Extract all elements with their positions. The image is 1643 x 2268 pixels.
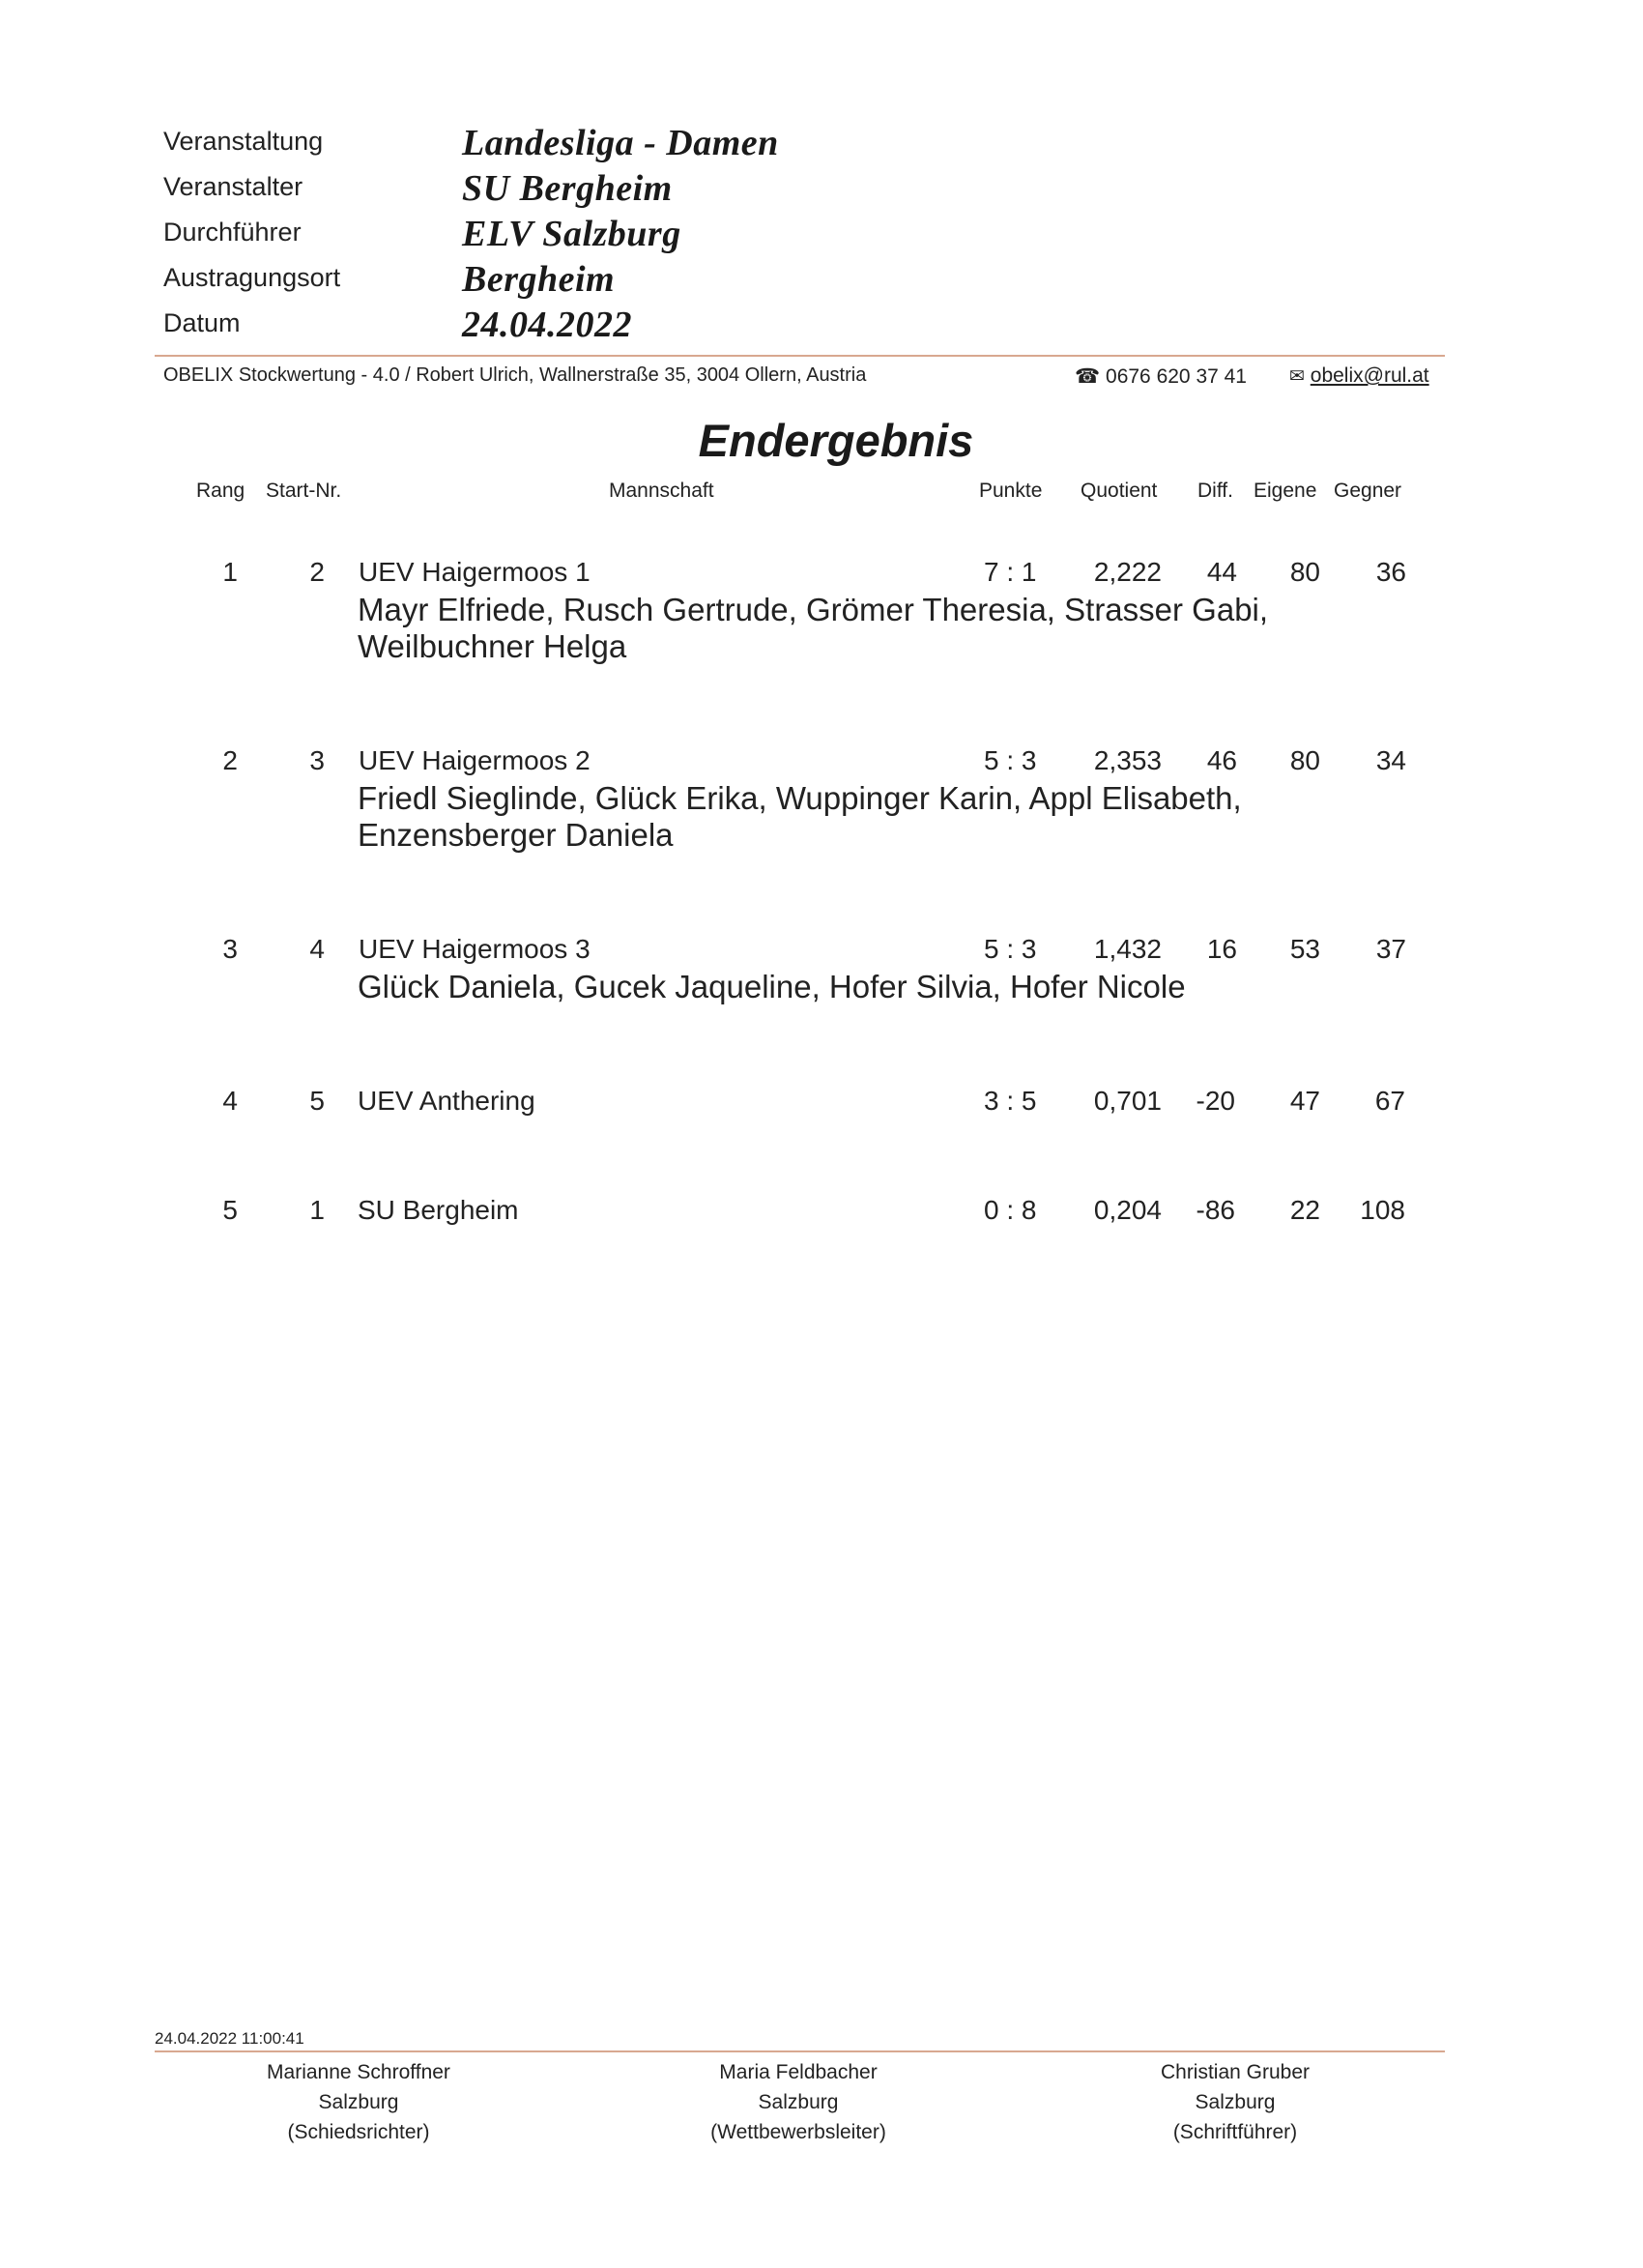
team-name: UEV Haigermoos 3: [359, 934, 591, 964]
meta-label-datum: Datum: [163, 308, 241, 337]
team-name: UEV Haigermoos 2: [359, 745, 591, 775]
meta-label-austragungsort: Austragungsort: [163, 263, 341, 292]
col-team: Mannschaft: [609, 480, 714, 502]
footer-divider: [155, 2050, 1445, 2052]
rang: 2: [222, 745, 238, 775]
eigene: 22: [1289, 1195, 1320, 1225]
eigene: 53: [1289, 934, 1320, 964]
meta-value-durchfuehrer: ELV Salzburg: [462, 214, 681, 254]
rang: 1: [222, 557, 238, 587]
eigene: 80: [1289, 557, 1320, 587]
rang: 5: [222, 1195, 238, 1225]
email-link[interactable]: obelix@rul.at: [1310, 364, 1429, 387]
start-nr: 4: [309, 934, 325, 964]
software-line: OBELIX Stockwertung - 4.0 / Robert Ulrich, Wallnerstraße 35, 3004 Ollern, Austria: [163, 364, 867, 386]
gegner: 67: [1374, 1086, 1405, 1116]
diff: -20: [1196, 1086, 1235, 1116]
col-gegner: Gegner: [1334, 480, 1402, 502]
header-divider: [155, 355, 1445, 357]
meta-value-veranstalter: SU Bergheim: [462, 168, 673, 209]
team-name: UEV Haigermoos 1: [359, 557, 591, 587]
phone-number: 0676 620 37 41: [1106, 365, 1247, 388]
meta-value-austragungsort: Bergheim: [462, 259, 616, 300]
signature-role: (Schiedsrichter): [287, 2121, 430, 2143]
team-name: SU Bergheim: [358, 1195, 519, 1225]
signature-name: Christian Gruber: [1160, 2061, 1311, 2083]
punkte: 3 : 5: [984, 1086, 1037, 1116]
diff: 44: [1206, 557, 1237, 587]
gegner: 108: [1360, 1195, 1405, 1225]
col-quotient: Quotient: [1081, 480, 1158, 502]
print-timestamp: 24.04.2022 11:00:41: [155, 2029, 304, 2048]
signature-name: Marianne Schroffner: [267, 2061, 450, 2083]
col-punkte: Punkte: [979, 480, 1043, 502]
signature-place: Salzburg: [318, 2091, 399, 2113]
signature-schiedsrichter: [185, 2057, 533, 2147]
meta-value-datum: 24.04.2022: [462, 305, 632, 345]
start-nr: 1: [309, 1195, 325, 1225]
player-line: Enzensberger Daniela: [358, 817, 674, 853]
player-line: Glück Daniela, Gucek Jaqueline, Hofer Silvia, Hofer Nicole: [358, 969, 1186, 1004]
gegner: 36: [1375, 557, 1406, 587]
punkte: 7 : 1: [984, 557, 1037, 587]
signature-name: Maria Feldbacher: [719, 2061, 878, 2083]
rang: 4: [222, 1086, 238, 1116]
email-contact[interactable]: [1289, 364, 1429, 388]
quotient: 2,222: [1093, 557, 1162, 587]
team-name: UEV Anthering: [358, 1086, 535, 1116]
start-nr: 5: [309, 1086, 325, 1116]
player-list: [358, 780, 1324, 854]
signature-schriftfuehrer: [1061, 2057, 1409, 2147]
col-eigene: Eigene: [1254, 480, 1317, 502]
punkte: 5 : 3: [984, 745, 1037, 775]
player-line: Friedl Sieglinde, Glück Erika, Wuppinger Karin, Appl Elisabeth,: [358, 780, 1242, 816]
quotient: 0,204: [1093, 1195, 1162, 1225]
signature-place: Salzburg: [758, 2091, 839, 2113]
signature-wettbewerbsleiter: [624, 2057, 972, 2147]
gegner: 37: [1375, 934, 1406, 964]
phone-contact: [1075, 364, 1247, 389]
meta-label-durchfuehrer: Durchführer: [163, 218, 302, 247]
eigene: 80: [1289, 745, 1320, 775]
eigene: 47: [1289, 1086, 1320, 1116]
signature-place: Salzburg: [1195, 2091, 1276, 2113]
meta-label-veranstaltung: Veranstaltung: [163, 127, 324, 156]
signature-role: (Schriftführer): [1172, 2121, 1298, 2143]
mail-icon: ✉: [1289, 366, 1305, 387]
col-diff: Diff.: [1197, 480, 1233, 502]
player-line: Mayr Elfriede, Rusch Gertrude, Grömer Theresia, Strasser Gabi,: [358, 592, 1269, 627]
player-line: Weilbuchner Helga: [358, 628, 627, 664]
signature-role: (Wettbewerbsleiter): [710, 2121, 886, 2143]
start-nr: 2: [309, 557, 325, 587]
meta-value-veranstaltung: Landesliga - Damen: [462, 123, 779, 163]
col-rang: Rang: [196, 480, 245, 502]
punkte: 0 : 8: [984, 1195, 1037, 1225]
rang: 3: [222, 934, 238, 964]
gegner: 34: [1375, 745, 1406, 775]
meta-label-veranstalter: Veranstalter: [163, 172, 303, 201]
punkte: 5 : 3: [984, 934, 1037, 964]
start-nr: 3: [309, 745, 325, 775]
page-title: Endergebnis: [698, 415, 974, 466]
diff: 16: [1206, 934, 1237, 964]
diff: -86: [1196, 1195, 1235, 1225]
diff: 46: [1206, 745, 1237, 775]
quotient: 1,432: [1093, 934, 1162, 964]
quotient: 2,353: [1093, 745, 1162, 775]
phone-icon: ☎: [1075, 365, 1101, 388]
player-list: [358, 969, 1324, 1005]
player-list: [358, 592, 1324, 665]
col-start: Start-Nr.: [266, 480, 342, 502]
quotient: 0,701: [1093, 1086, 1162, 1116]
